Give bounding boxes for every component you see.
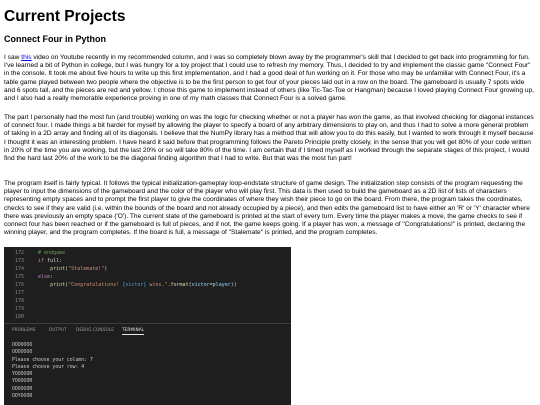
code-line[interactable] — [4, 305, 291, 313]
code-line[interactable] — [4, 289, 291, 297]
terminal-line: OOOOOOR — [12, 386, 33, 392]
section-title: Connect Four in Python — [4, 34, 106, 44]
video-link[interactable]: this — [21, 54, 32, 61]
code-token: ) — [104, 266, 108, 272]
terminal-line: Please choose your row: 4 — [12, 364, 85, 370]
terminal-line: OOYOOOR — [12, 394, 33, 400]
code-token: : — [50, 274, 54, 280]
code-screenshot — [4, 247, 291, 405]
tab-output[interactable]: OUTPUT — [49, 327, 67, 332]
code-token: else — [38, 274, 51, 280]
code-token — [32, 282, 50, 288]
line-number: 178 — [14, 298, 24, 304]
panel-divider — [4, 323, 291, 324]
code-text — [32, 273, 53, 281]
tab-problems[interactable]: PROBLEMS — [12, 327, 36, 332]
code-token: ( — [65, 282, 69, 288]
intro-text-before: I saw — [4, 54, 22, 61]
code-token: format — [170, 282, 189, 288]
code-token: player — [212, 282, 231, 288]
terminal-line: Please choose your column: 7 — [12, 357, 93, 363]
line-number: 176 — [14, 282, 24, 288]
line-number: 175 — [14, 274, 24, 280]
line-number: 173 — [14, 258, 24, 264]
panel-tab-bar — [4, 325, 291, 337]
code-text — [32, 281, 237, 289]
terminal-line: YOOOOOR — [12, 372, 33, 378]
line-number: 172 — [14, 250, 24, 256]
tab-debug-console[interactable]: DEBUG CONSOLE — [76, 327, 114, 332]
code-token: )) — [230, 282, 237, 288]
intro-paragraph — [4, 54, 534, 103]
diagonal-paragraph: The part I personally had the most fun (and trouble) working on was the logic for checking whether or not a player has won the game, as that involved checking for diagonal instances of connect four. I made things a bit harder for myself by allowing the player to specify a board of any arbitrary dimensions to play on, and thus I had to solve a more general problem of taking in a 2D array and finding all of its diagonals. I believe that the NumPy library has a method that will allow you to do this easily, but I wanted to work through it myself because I thought it was an interesting problem. I have heard it said before that programming follows the Pareto Principle pretty closely, in the sense that you will get 80% of your code written in 20% of the time you are working, but the last 20% or so will take 80% of the time. I am certain that if I timed myself as I worked through the separate stages of this project, I would find the hard last 20% of the work to be the diagonal finding algorithm that I had to write. But that was the most fun part! — [4, 114, 534, 163]
code-editor — [4, 249, 291, 321]
code-text — [32, 257, 62, 265]
line-number: 174 — [14, 266, 24, 272]
code-text — [32, 265, 107, 273]
program-paragraph: The program itself is fairly typical. It follows the typical initialization-gameplay loop-endstate structure of game design. The initialization step consists of the program requesting the player to input the dimensions of the gameboard and the color of the player who will play first. This data is then used to build the gameboard as a 2D list of lists of characters representing empty spaces and to prompt the first player to give the coordinates of where they wish their piece to go on the board. From there, the program takes the coordinates, checks to see if they are valid (i.e. within the bounds of the board and not already occupied by a piece), and then edits the gameboard list to have either an 'R' or 'Y' character where there was previously an empty space ('O'). The current state of the gameboard is printed at the start of every turn. Every time the player makes a move, the game checks to see if connect four has been reached or if the gameboard is full of pieces, and if not, the game keeps going. If a player has won, a message of "Congratulations!" is printed, declaring the winning player, and the program completes. If the board is full, a message of "Stalemate" is printed, and the program completes. — [4, 180, 530, 237]
terminal-line: OOOOOOO — [12, 350, 33, 356]
code-token: full: — [44, 258, 63, 264]
code-token — [32, 266, 50, 272]
code-line[interactable] — [4, 265, 291, 273]
code-token: print — [50, 266, 66, 272]
tab-terminal[interactable]: TERMINAL — [122, 327, 144, 335]
code-token: "Congratulations! — [68, 282, 123, 288]
code-token: victor — [191, 282, 210, 288]
line-number: 180 — [14, 314, 24, 320]
code-text — [32, 249, 65, 257]
code-line[interactable] — [4, 273, 291, 281]
code-token: ( — [188, 282, 192, 288]
code-line[interactable] — [4, 297, 291, 305]
line-number: 179 — [14, 306, 24, 312]
code-token: if — [38, 258, 45, 264]
intro-text-after: video on Youtube recently in my recommended column, and I was so completely blown away by the programmer's skill that I decided to get back into programming for fun. I've learned a bit of Python in college, but I was hungry for a toy project that I could use to refresh my memory. Thus, I decided to try and implement the classic game "Connect Four" in the console. It took me about five hours to write up this first implementation, and I had a good deal of fun working on it. For those who may be unfamiliar with Connect Four, it's a table game played between two people where the objective is to be the first person to get four of your pieces laid out in a row on the board. The gameboard is usually 7 spots wide and 6 spots tall, and the pieces are red and yellow. I chose this game to implement instead of others (like Tic-Tac-Toe or Hangman) because I loved playing Connect Four growing up, and I also had a really memorable experience proving in one of my math classes that Connect Four is a solved game. — [4, 54, 534, 103]
code-token: . — [167, 282, 171, 288]
code-token: ( — [65, 266, 69, 272]
line-number: 177 — [14, 290, 24, 296]
terminal-output[interactable] — [12, 342, 287, 400]
code-token: "Stalemate!" — [68, 266, 105, 272]
code-token: # endgame — [32, 250, 66, 256]
code-line[interactable] — [4, 249, 291, 257]
code-token: = — [209, 282, 213, 288]
page-title: Current Projects — [4, 8, 126, 25]
terminal-line: OOOOOOO — [12, 343, 33, 348]
code-token: {victor} — [122, 282, 147, 288]
code-line[interactable] — [4, 281, 291, 289]
code-token: wins." — [146, 282, 168, 288]
code-token: print — [50, 282, 66, 288]
terminal-line: YOOOOOR — [12, 379, 33, 385]
code-line[interactable] — [4, 313, 291, 321]
code-line[interactable] — [4, 257, 291, 265]
